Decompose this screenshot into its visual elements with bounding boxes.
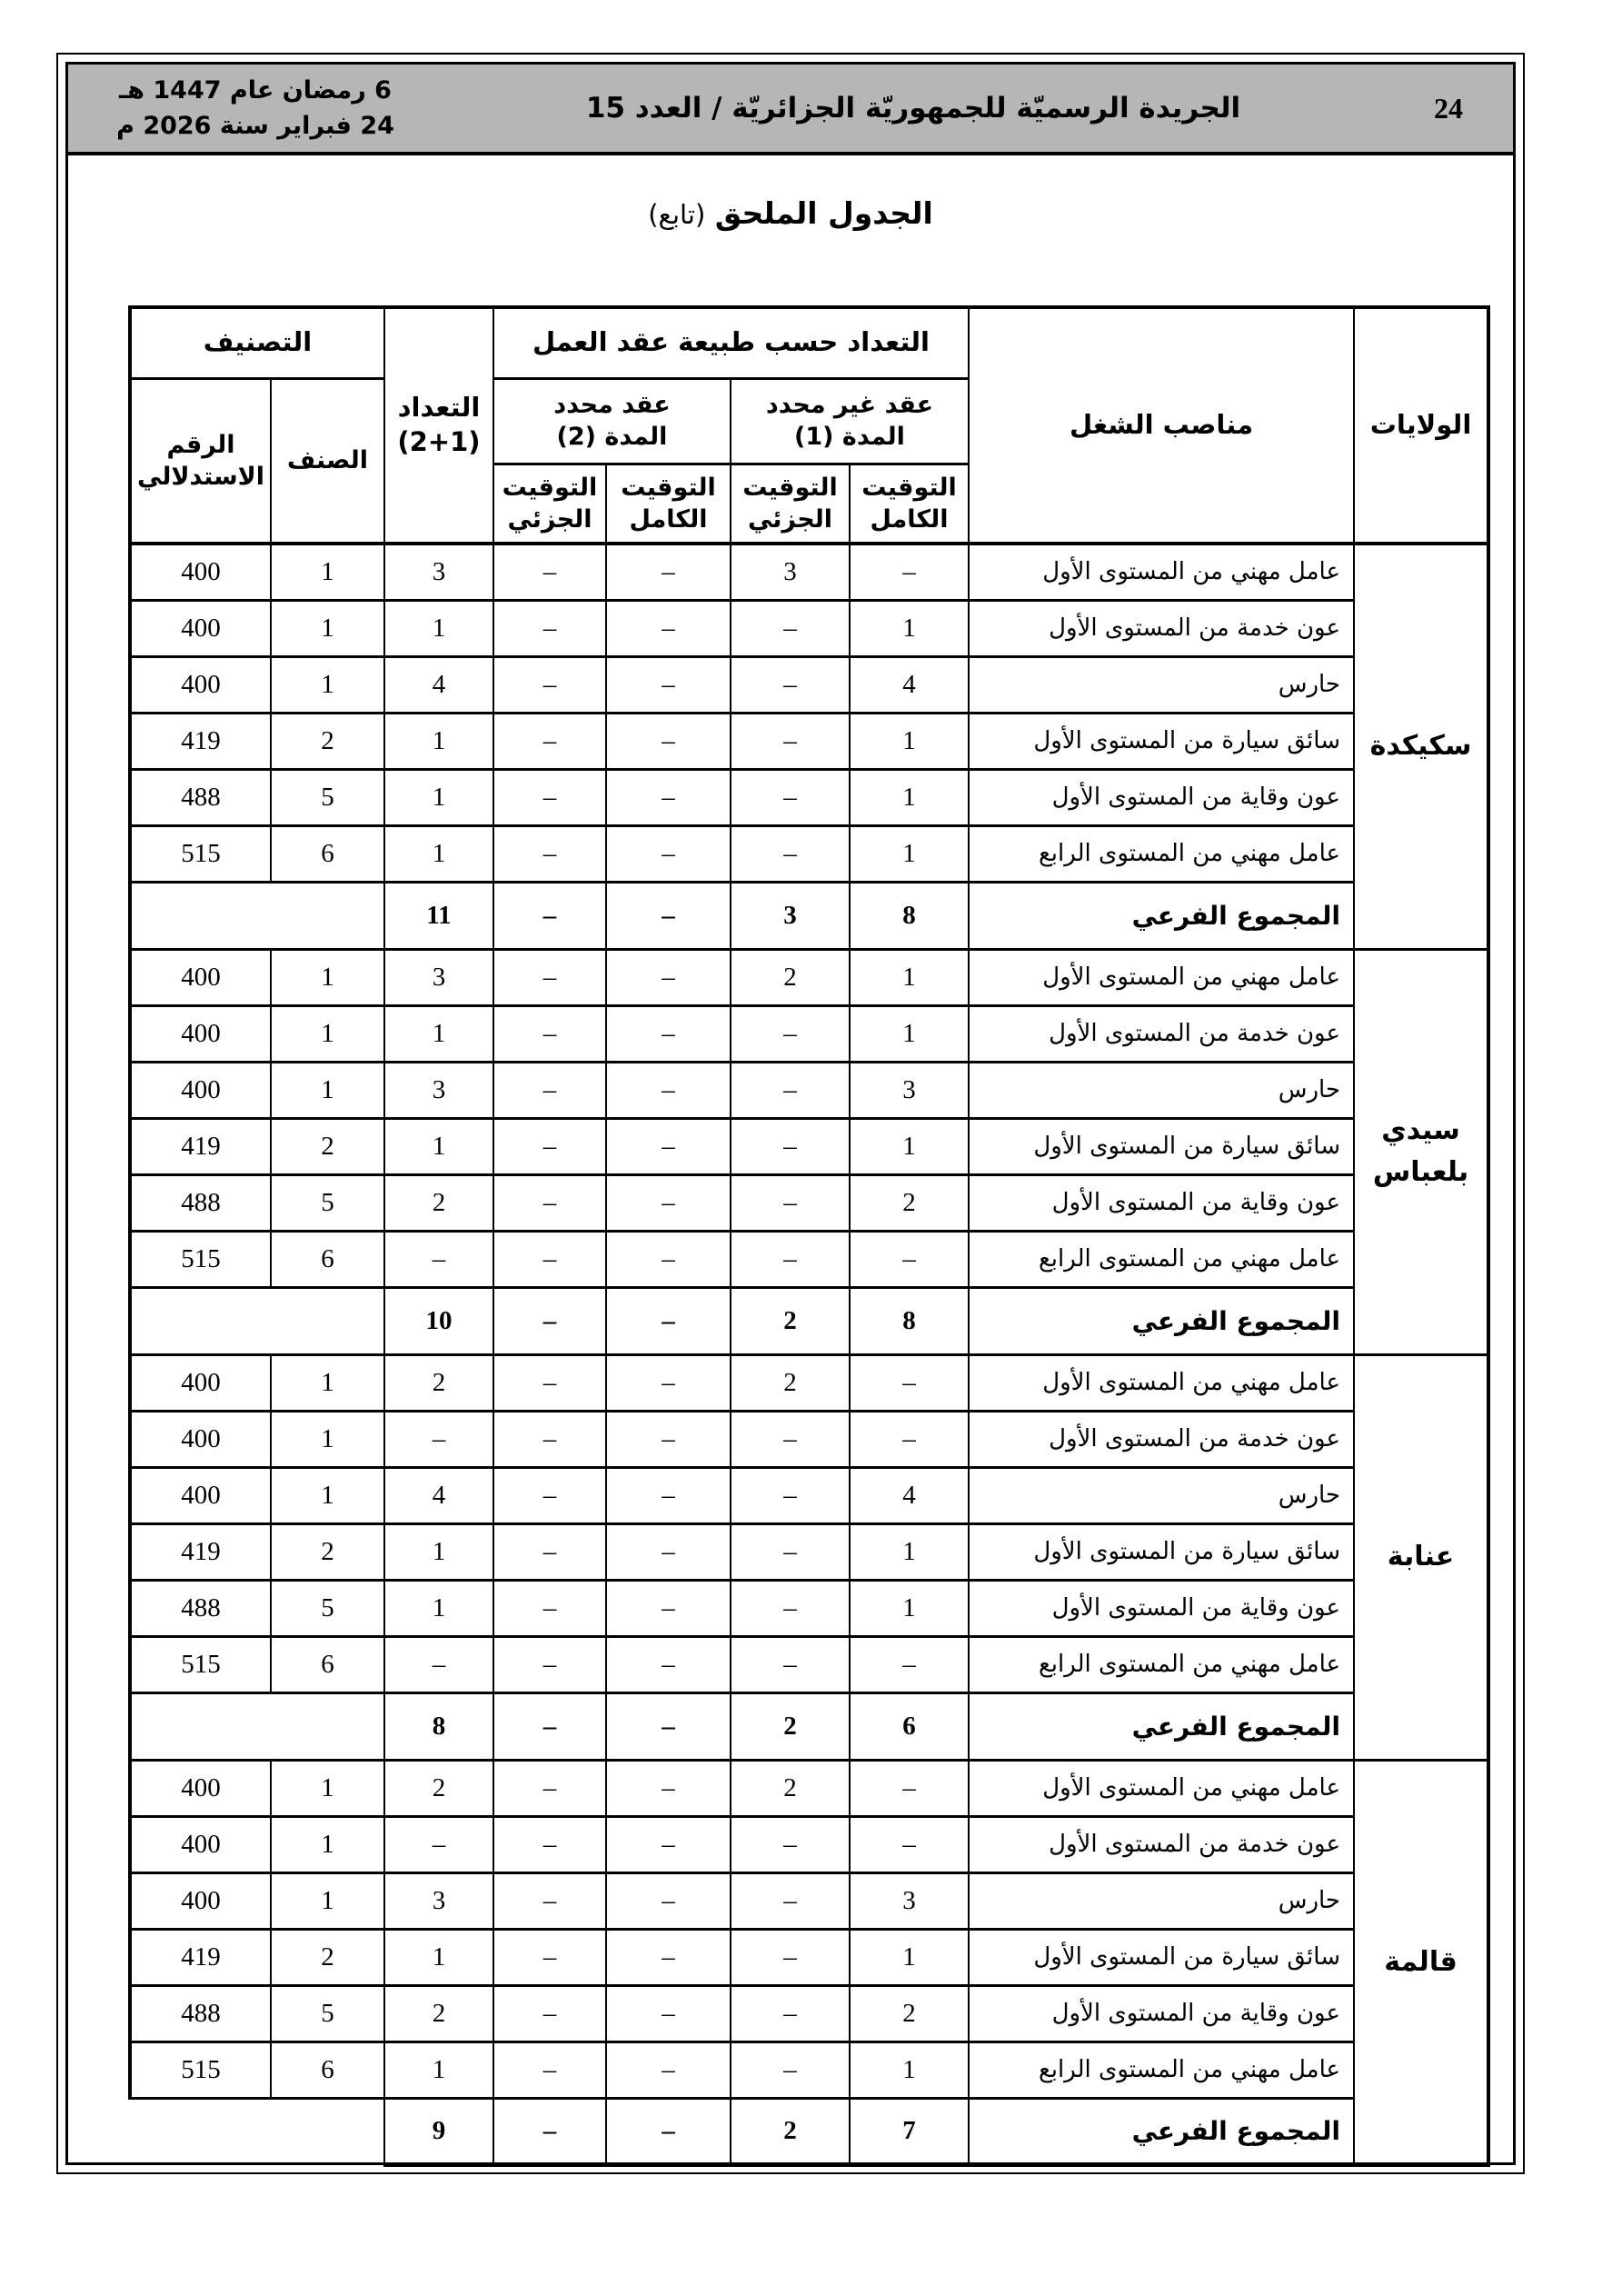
cell-index-number: 488 <box>130 769 271 825</box>
cell-open-ended-full-time: – <box>850 1816 969 1872</box>
cell-open-ended-part-time: – <box>731 1411 850 1467</box>
cell-open-ended-part-time: – <box>731 2041 850 2098</box>
job-title-cell: سائق سيارة من المستوى الأول <box>969 1118 1354 1174</box>
header-total <box>384 307 493 544</box>
cell-grade: 5 <box>271 769 384 825</box>
cell-total-count: 1 <box>384 1118 493 1174</box>
cell-fixed-term-part-time: – <box>493 2041 606 2098</box>
cell-total-count: 1 <box>384 713 493 769</box>
header-part-time-fixed <box>493 464 606 544</box>
cell-total-count: 2 <box>384 1174 493 1231</box>
subtotal-fixed-term-part-time: – <box>493 1287 606 1354</box>
cell-total-count: 1 <box>384 1005 493 1062</box>
cell-fixed-term-part-time: – <box>493 1118 606 1174</box>
cell-fixed-term-part-time: – <box>493 1231 606 1287</box>
job-title-cell: عامل مهني من المستوى الرابع <box>969 1636 1354 1692</box>
job-title-cell: عامل مهني من المستوى الرابع <box>969 825 1354 882</box>
cell-index-number: 400 <box>130 544 271 600</box>
cell-open-ended-part-time: – <box>731 1816 850 1872</box>
cell-grade: 5 <box>271 1985 384 2041</box>
cell-open-ended-full-time: 1 <box>850 825 969 882</box>
cell-open-ended-part-time: 3 <box>731 544 850 600</box>
cell-fixed-term-full-time: – <box>606 825 731 882</box>
header-fixed-term-contract <box>493 378 731 464</box>
cell-grade: 1 <box>271 1467 384 1523</box>
cell-fixed-term-full-time: – <box>606 2041 731 2098</box>
cell-index-number: 488 <box>130 1985 271 2041</box>
cell-open-ended-part-time: – <box>731 1118 850 1174</box>
job-title-cell: عامل مهني من المستوى الأول <box>969 949 1354 1005</box>
cell-index-number: 400 <box>130 1411 271 1467</box>
cell-total-count: 3 <box>384 1872 493 1929</box>
cell-fixed-term-part-time: – <box>493 1005 606 1062</box>
subtotal-open-ended-full-time: 6 <box>850 1692 969 1760</box>
table-row <box>130 600 1488 656</box>
table-row <box>130 1760 1488 1816</box>
cell-total-count: 1 <box>384 1929 493 1985</box>
cell-open-ended-full-time: 3 <box>850 1872 969 1929</box>
cell-open-ended-part-time: – <box>731 1636 850 1692</box>
cell-fixed-term-part-time: – <box>493 1354 606 1411</box>
cell-open-ended-full-time: – <box>850 1354 969 1411</box>
cell-open-ended-part-time: – <box>731 1523 850 1580</box>
cell-fixed-term-full-time: – <box>606 1985 731 2041</box>
cell-open-ended-full-time: 1 <box>850 1118 969 1174</box>
header-open-ended-contract <box>731 378 969 464</box>
document-title-text: الجدول الملحق <box>714 195 933 231</box>
cell-fixed-term-full-time: – <box>606 1062 731 1118</box>
cell-total-count: 3 <box>384 949 493 1005</box>
cell-open-ended-full-time: 2 <box>850 1985 969 2041</box>
cell-open-ended-full-time: 4 <box>850 1467 969 1523</box>
table-row <box>130 1872 1488 1929</box>
subtotal-fixed-term-full-time: – <box>606 2098 731 2165</box>
cell-fixed-term-part-time: – <box>493 1929 606 1985</box>
issue-dates <box>92 73 419 144</box>
job-title-cell: عامل مهني من المستوى الأول <box>969 1760 1354 1816</box>
header-part-time-open-line1: التوقيت <box>742 473 838 502</box>
cell-fixed-term-part-time: – <box>493 1523 606 1580</box>
job-title-cell: عون وقاية من المستوى الأول <box>969 1580 1354 1636</box>
cell-open-ended-full-time: 1 <box>850 949 969 1005</box>
subtotal-total-count: 8 <box>384 1692 493 1760</box>
cell-fixed-term-full-time: – <box>606 1231 731 1287</box>
table-row <box>130 769 1488 825</box>
header-index-line1: الرقم <box>166 430 235 459</box>
subtotal-fixed-term-full-time: – <box>606 882 731 949</box>
subtotal-fixed-term-part-time: – <box>493 1692 606 1760</box>
cell-grade: 1 <box>271 600 384 656</box>
cell-fixed-term-part-time: – <box>493 1174 606 1231</box>
cell-grade: 2 <box>271 1929 384 1985</box>
table-row <box>130 713 1488 769</box>
cell-open-ended-full-time: – <box>850 1411 969 1467</box>
table-row <box>130 1411 1488 1467</box>
job-title-cell: عامل مهني من المستوى الأول <box>969 544 1354 600</box>
cell-grade: 1 <box>271 1062 384 1118</box>
header-open-ended-line1: عقد غير محدد <box>765 390 934 419</box>
date-gregorian: 24 فبراير سنة 2026 م <box>116 112 394 140</box>
classification-empty-cell <box>130 1287 384 1354</box>
cell-open-ended-full-time: – <box>850 1231 969 1287</box>
cell-grade: 1 <box>271 1760 384 1816</box>
cell-open-ended-part-time: – <box>731 825 850 882</box>
cell-open-ended-part-time: – <box>731 1580 850 1636</box>
job-title-cell: سائق سيارة من المستوى الأول <box>969 1523 1354 1580</box>
header-wilayas: الولايات <box>1354 307 1488 544</box>
date-hijri: 6 رمضان عام 1447 هـ <box>119 75 392 105</box>
cell-total-count: 1 <box>384 1523 493 1580</box>
cell-grade: 1 <box>271 656 384 713</box>
cell-fixed-term-full-time: – <box>606 600 731 656</box>
cell-total-count: 1 <box>384 825 493 882</box>
cell-fixed-term-full-time: – <box>606 713 731 769</box>
cell-fixed-term-part-time: – <box>493 1872 606 1929</box>
subtotal-total-count: 10 <box>384 1287 493 1354</box>
cell-fixed-term-full-time: – <box>606 1174 731 1231</box>
cell-index-number: 515 <box>130 825 271 882</box>
cell-open-ended-full-time: 3 <box>850 1062 969 1118</box>
subtotal-fixed-term-full-time: – <box>606 1287 731 1354</box>
header-total-line1: التعداد <box>397 392 481 424</box>
header-part-time-open <box>731 464 850 544</box>
header-full-time-open <box>850 464 969 544</box>
cell-open-ended-part-time: – <box>731 1174 850 1231</box>
job-title-cell: عون خدمة من المستوى الأول <box>969 1005 1354 1062</box>
cell-open-ended-part-time: – <box>731 769 850 825</box>
table-row <box>130 1354 1488 1411</box>
cell-open-ended-part-time: – <box>731 1872 850 1929</box>
cell-fixed-term-part-time: – <box>493 825 606 882</box>
cell-open-ended-part-time: – <box>731 656 850 713</box>
header-total-line2: (2+1) <box>397 426 481 457</box>
cell-index-number: 400 <box>130 1760 271 1816</box>
job-title-cell: حارس <box>969 1467 1354 1523</box>
subtotal-open-ended-part-time: 2 <box>731 2098 850 2165</box>
cell-index-number: 400 <box>130 656 271 713</box>
cell-index-number: 400 <box>130 1467 271 1523</box>
cell-total-count: 2 <box>384 1760 493 1816</box>
cell-fixed-term-full-time: – <box>606 1354 731 1411</box>
cell-total-count: – <box>384 1411 493 1467</box>
cell-fixed-term-full-time: – <box>606 1467 731 1523</box>
cell-fixed-term-full-time: – <box>606 656 731 713</box>
cell-fixed-term-full-time: – <box>606 769 731 825</box>
cell-total-count: 1 <box>384 2041 493 2098</box>
cell-total-count: 2 <box>384 1985 493 2041</box>
cell-index-number: 400 <box>130 1816 271 1872</box>
header-count-by-contract: التعداد حسب طبيعة عقد العمل <box>493 307 969 378</box>
cell-grade: 1 <box>271 1411 384 1467</box>
classification-empty-cell <box>130 1692 384 1760</box>
cell-open-ended-full-time: 1 <box>850 1929 969 1985</box>
table-row <box>130 1580 1488 1636</box>
header-full-time-open-line1: التوقيت <box>861 473 957 502</box>
subtotal-open-ended-part-time: 2 <box>731 1287 850 1354</box>
cell-fixed-term-part-time: – <box>493 949 606 1005</box>
subtotal-fixed-term-part-time: – <box>493 2098 606 2165</box>
cell-total-count: 4 <box>384 656 493 713</box>
cell-open-ended-full-time: 1 <box>850 1523 969 1580</box>
table-row <box>130 1118 1488 1174</box>
cell-total-count: 3 <box>384 544 493 600</box>
cell-fixed-term-full-time: – <box>606 544 731 600</box>
cell-open-ended-part-time: 2 <box>731 1354 850 1411</box>
cell-grade: 6 <box>271 825 384 882</box>
page-frame <box>56 53 1525 2174</box>
cell-fixed-term-full-time: – <box>606 1929 731 1985</box>
cell-open-ended-full-time: 1 <box>850 1580 969 1636</box>
cell-fixed-term-full-time: – <box>606 1816 731 1872</box>
cell-grade: 2 <box>271 713 384 769</box>
header-grade: الصنف <box>271 378 384 544</box>
cell-index-number: 515 <box>130 1231 271 1287</box>
table-body <box>130 544 1488 2165</box>
subtotal-row <box>130 2098 1488 2165</box>
cell-fixed-term-full-time: – <box>606 1760 731 1816</box>
cell-fixed-term-part-time: – <box>493 1580 606 1636</box>
page-inner-frame <box>65 62 1516 2165</box>
cell-open-ended-part-time: – <box>731 1062 850 1118</box>
job-title-cell: سائق سيارة من المستوى الأول <box>969 713 1354 769</box>
cell-fixed-term-part-time: – <box>493 544 606 600</box>
header-part-time-fixed-line2: الجزئي <box>507 504 592 534</box>
cell-grade: 1 <box>271 544 384 600</box>
cell-open-ended-full-time: 1 <box>850 2041 969 2098</box>
table-row <box>130 1174 1488 1231</box>
table-row <box>130 1816 1488 1872</box>
cell-grade: 5 <box>271 1580 384 1636</box>
job-title-cell: حارس <box>969 1062 1354 1118</box>
wilaya-cell: عنابة <box>1354 1354 1488 1760</box>
job-title-cell: عون وقاية من المستوى الأول <box>969 1985 1354 2041</box>
wilaya-cell: سكيكدة <box>1354 544 1488 949</box>
subtotal-fixed-term-part-time: – <box>493 882 606 949</box>
subtotal-row <box>130 882 1488 949</box>
cell-fixed-term-part-time: – <box>493 1467 606 1523</box>
table-row <box>130 2041 1488 2098</box>
subtotal-fixed-term-full-time: – <box>606 1692 731 1760</box>
header-full-time-fixed-line1: التوقيت <box>621 473 716 502</box>
job-title-cell: عامل مهني من المستوى الأول <box>969 1354 1354 1411</box>
subtotal-label-cell: المجموع الفرعي <box>969 1287 1354 1354</box>
table-row <box>130 1062 1488 1118</box>
job-title-cell: عون خدمة من المستوى الأول <box>969 1411 1354 1467</box>
cell-index-number: 400 <box>130 600 271 656</box>
table-row <box>130 1467 1488 1523</box>
cell-index-number: 488 <box>130 1580 271 1636</box>
table-row <box>130 544 1488 600</box>
cell-index-number: 400 <box>130 1354 271 1411</box>
table-row <box>130 1231 1488 1287</box>
cell-fixed-term-part-time: – <box>493 713 606 769</box>
job-title-cell: عون وقاية من المستوى الأول <box>969 769 1354 825</box>
table-row <box>130 1929 1488 1985</box>
cell-grade: 6 <box>271 2041 384 2098</box>
cell-open-ended-part-time: – <box>731 600 850 656</box>
cell-open-ended-full-time: – <box>850 1636 969 1692</box>
cell-fixed-term-part-time: – <box>493 656 606 713</box>
subtotal-row <box>130 1692 1488 1760</box>
cell-fixed-term-full-time: – <box>606 1636 731 1692</box>
cell-index-number: 419 <box>130 1523 271 1580</box>
cell-open-ended-part-time: – <box>731 1005 850 1062</box>
cell-open-ended-part-time: 2 <box>731 949 850 1005</box>
cell-open-ended-full-time: 4 <box>850 656 969 713</box>
cell-grade: 1 <box>271 1354 384 1411</box>
table-row <box>130 949 1488 1005</box>
table-row <box>130 656 1488 713</box>
cell-fixed-term-part-time: – <box>493 1760 606 1816</box>
cell-index-number: 419 <box>130 1929 271 1985</box>
job-title-cell: سائق سيارة من المستوى الأول <box>969 1929 1354 1985</box>
cell-open-ended-full-time: – <box>850 1760 969 1816</box>
cell-grade: 2 <box>271 1118 384 1174</box>
cell-fixed-term-full-time: – <box>606 949 731 1005</box>
cell-total-count: 2 <box>384 1354 493 1411</box>
cell-grade: 1 <box>271 1005 384 1062</box>
cell-open-ended-full-time: 1 <box>850 600 969 656</box>
journal-title: الجريدة الرسميّة للجمهوريّة الجزائريّة / العدد 15 <box>585 92 1241 125</box>
cell-fixed-term-part-time: – <box>493 1411 606 1467</box>
classification-empty-cell <box>130 882 384 949</box>
cell-open-ended-part-time: 2 <box>731 1760 850 1816</box>
table-row <box>130 1636 1488 1692</box>
cell-open-ended-full-time: – <box>850 544 969 600</box>
cell-open-ended-part-time: – <box>731 713 850 769</box>
cell-index-number: 400 <box>130 1062 271 1118</box>
subtotal-label-cell: المجموع الفرعي <box>969 2098 1354 2165</box>
document-title <box>68 195 1513 231</box>
header-part-time-open-line2: الجزئي <box>747 504 833 534</box>
cell-fixed-term-part-time: – <box>493 600 606 656</box>
subtotal-total-count: 9 <box>384 2098 493 2165</box>
job-title-cell: عون وقاية من المستوى الأول <box>969 1174 1354 1231</box>
cell-grade: 6 <box>271 1231 384 1287</box>
subtotal-label-cell: المجموع الفرعي <box>969 882 1354 949</box>
subtotal-open-ended-full-time: 7 <box>850 2098 969 2165</box>
job-title-cell: عون خدمة من المستوى الأول <box>969 600 1354 656</box>
cell-fixed-term-part-time: – <box>493 1636 606 1692</box>
cell-fixed-term-full-time: – <box>606 1580 731 1636</box>
cell-index-number: 419 <box>130 713 271 769</box>
header-index-line2: الاستدلالي <box>136 462 265 491</box>
subtotal-open-ended-full-time: 8 <box>850 1287 969 1354</box>
cell-fixed-term-full-time: – <box>606 1118 731 1174</box>
subtotal-open-ended-part-time: 3 <box>731 882 850 949</box>
cell-total-count: 1 <box>384 1580 493 1636</box>
subtotal-label-cell: المجموع الفرعي <box>969 1692 1354 1760</box>
cell-index-number: 515 <box>130 2041 271 2098</box>
cell-grade: 2 <box>271 1523 384 1580</box>
cell-fixed-term-part-time: – <box>493 1816 606 1872</box>
header-jobs: مناصب الشغل <box>969 307 1354 544</box>
cell-fixed-term-full-time: – <box>606 1523 731 1580</box>
cell-total-count: – <box>384 1231 493 1287</box>
cell-index-number: 515 <box>130 1636 271 1692</box>
cell-grade: 1 <box>271 949 384 1005</box>
header-full-time-fixed-line2: الكامل <box>629 504 708 534</box>
classification-empty-cell <box>130 2098 384 2165</box>
cell-fixed-term-part-time: – <box>493 1985 606 2041</box>
cell-total-count: – <box>384 1816 493 1872</box>
table-row <box>130 1985 1488 2041</box>
cell-open-ended-part-time: – <box>731 1231 850 1287</box>
cell-open-ended-part-time: – <box>731 1985 850 2041</box>
job-title-cell: حارس <box>969 1872 1354 1929</box>
cell-fixed-term-full-time: – <box>606 1411 731 1467</box>
cell-total-count: – <box>384 1636 493 1692</box>
cell-index-number: 419 <box>130 1118 271 1174</box>
job-title-cell: حارس <box>969 656 1354 713</box>
cell-index-number: 400 <box>130 1005 271 1062</box>
subtotal-open-ended-part-time: 2 <box>731 1692 850 1760</box>
table-row <box>130 1005 1488 1062</box>
annex-table <box>128 305 1490 2167</box>
cell-total-count: 1 <box>384 769 493 825</box>
cell-fixed-term-part-time: – <box>493 1062 606 1118</box>
cell-total-count: 3 <box>384 1062 493 1118</box>
job-title-cell: عامل مهني من المستوى الرابع <box>969 2041 1354 2098</box>
job-title-cell: عون خدمة من المستوى الأول <box>969 1816 1354 1872</box>
cell-index-number: 400 <box>130 1872 271 1929</box>
table-row <box>130 825 1488 882</box>
cell-fixed-term-full-time: – <box>606 1872 731 1929</box>
cell-open-ended-full-time: 1 <box>850 713 969 769</box>
cell-grade: 1 <box>271 1816 384 1872</box>
cell-total-count: 4 <box>384 1467 493 1523</box>
subtotal-open-ended-full-time: 8 <box>850 882 969 949</box>
subtotal-total-count: 11 <box>384 882 493 949</box>
wilaya-cell: سيدي بلعباس <box>1354 949 1488 1354</box>
cell-index-number: 488 <box>130 1174 271 1231</box>
header-open-ended-line2: المدة (1) <box>794 423 905 451</box>
header-classification: التصنيف <box>130 307 384 378</box>
cell-open-ended-full-time: 1 <box>850 769 969 825</box>
header-index-number <box>130 378 271 544</box>
cell-index-number: 400 <box>130 949 271 1005</box>
header-full-time-fixed <box>606 464 731 544</box>
header-full-time-open-line2: الكامل <box>870 504 949 534</box>
cell-open-ended-full-time: 1 <box>850 1005 969 1062</box>
subtotal-row <box>130 1287 1488 1354</box>
cell-total-count: 1 <box>384 600 493 656</box>
cell-grade: 1 <box>271 1872 384 1929</box>
page-number: 24 <box>1434 91 1463 125</box>
document-title-note: (تابع) <box>648 199 706 230</box>
table-row <box>130 1523 1488 1580</box>
job-title-cell: عامل مهني من المستوى الرابع <box>969 1231 1354 1287</box>
header-fixed-term-line1: عقد محدد <box>553 390 671 419</box>
header-fixed-term-line2: المدة (2) <box>556 423 668 451</box>
cell-fixed-term-full-time: – <box>606 1005 731 1062</box>
journal-header-band <box>68 65 1513 155</box>
header-part-time-fixed-line1: التوقيت <box>502 473 598 502</box>
cell-open-ended-full-time: 2 <box>850 1174 969 1231</box>
cell-grade: 6 <box>271 1636 384 1692</box>
cell-fixed-term-part-time: – <box>493 769 606 825</box>
cell-grade: 5 <box>271 1174 384 1231</box>
wilaya-cell: قالمة <box>1354 1760 1488 2165</box>
cell-open-ended-part-time: – <box>731 1929 850 1985</box>
cell-open-ended-part-time: – <box>731 1467 850 1523</box>
